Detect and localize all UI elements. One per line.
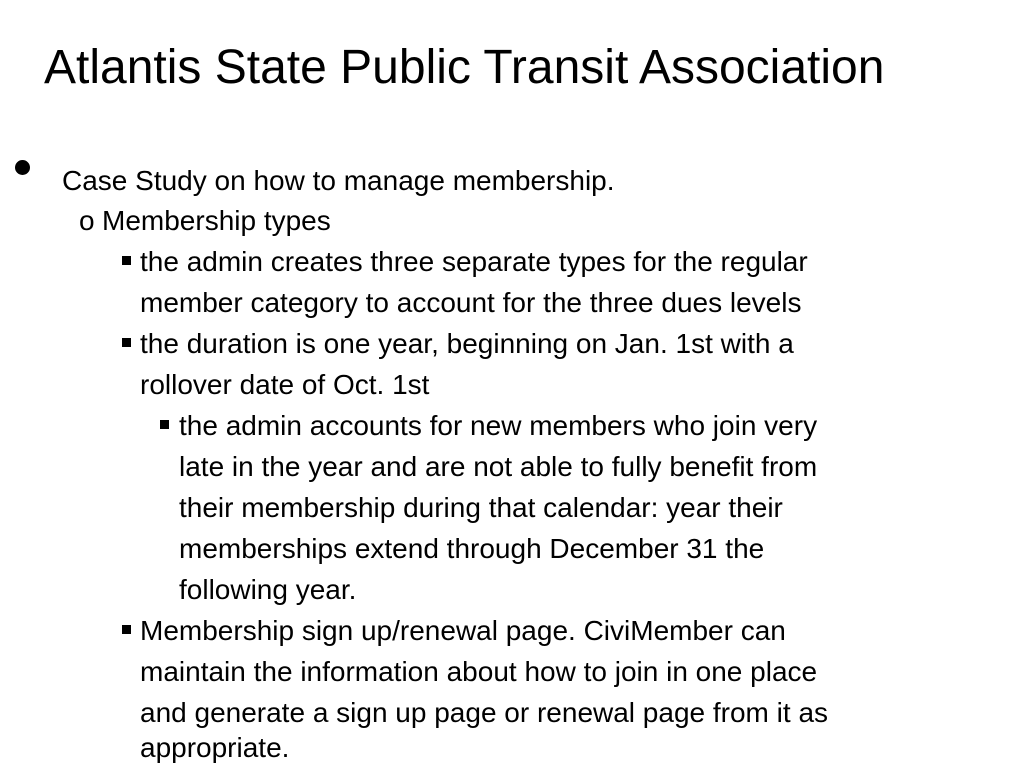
bullet-line: the admin accounts for new members who join very (179, 410, 818, 441)
bullet-line: appropriate. (140, 732, 290, 763)
bullet-level1-text: Case Study on how to manage membership. (62, 165, 615, 196)
bullet-level2-text: Membership types (102, 205, 331, 236)
slide-title: Atlantis State Public Transit Association (44, 41, 885, 94)
square-bullet-icon (122, 256, 131, 265)
bullet-line: their membership during that calendar: year their (179, 492, 783, 523)
bullet-line: and generate a sign up page or renewal page from it as (140, 697, 829, 728)
square-bullet-icon (160, 420, 169, 429)
circle-bullet-icon: o (79, 205, 95, 236)
square-bullet-icon (122, 625, 131, 634)
bullet-line: memberships extend through December 31 the (179, 533, 765, 564)
bullet-line: rollover date of Oct. 1st (140, 369, 430, 400)
bullet-dot-icon (15, 160, 30, 175)
bullet-line: the admin creates three separate types for the regular (140, 246, 808, 277)
bullet-line: late in the year and are not able to fully benefit from (179, 451, 818, 482)
square-bullet-icon (122, 338, 131, 347)
bullet-line: member category to account for the three dues levels (140, 287, 802, 318)
bullet-line: the duration is one year, beginning on Jan. 1st with a (140, 328, 794, 359)
bullet-line: Membership sign up/renewal page. CiviMember can (140, 615, 786, 646)
bullet-line: maintain the information about how to join in one place (140, 656, 818, 687)
bullet-line: following year. (179, 574, 357, 605)
